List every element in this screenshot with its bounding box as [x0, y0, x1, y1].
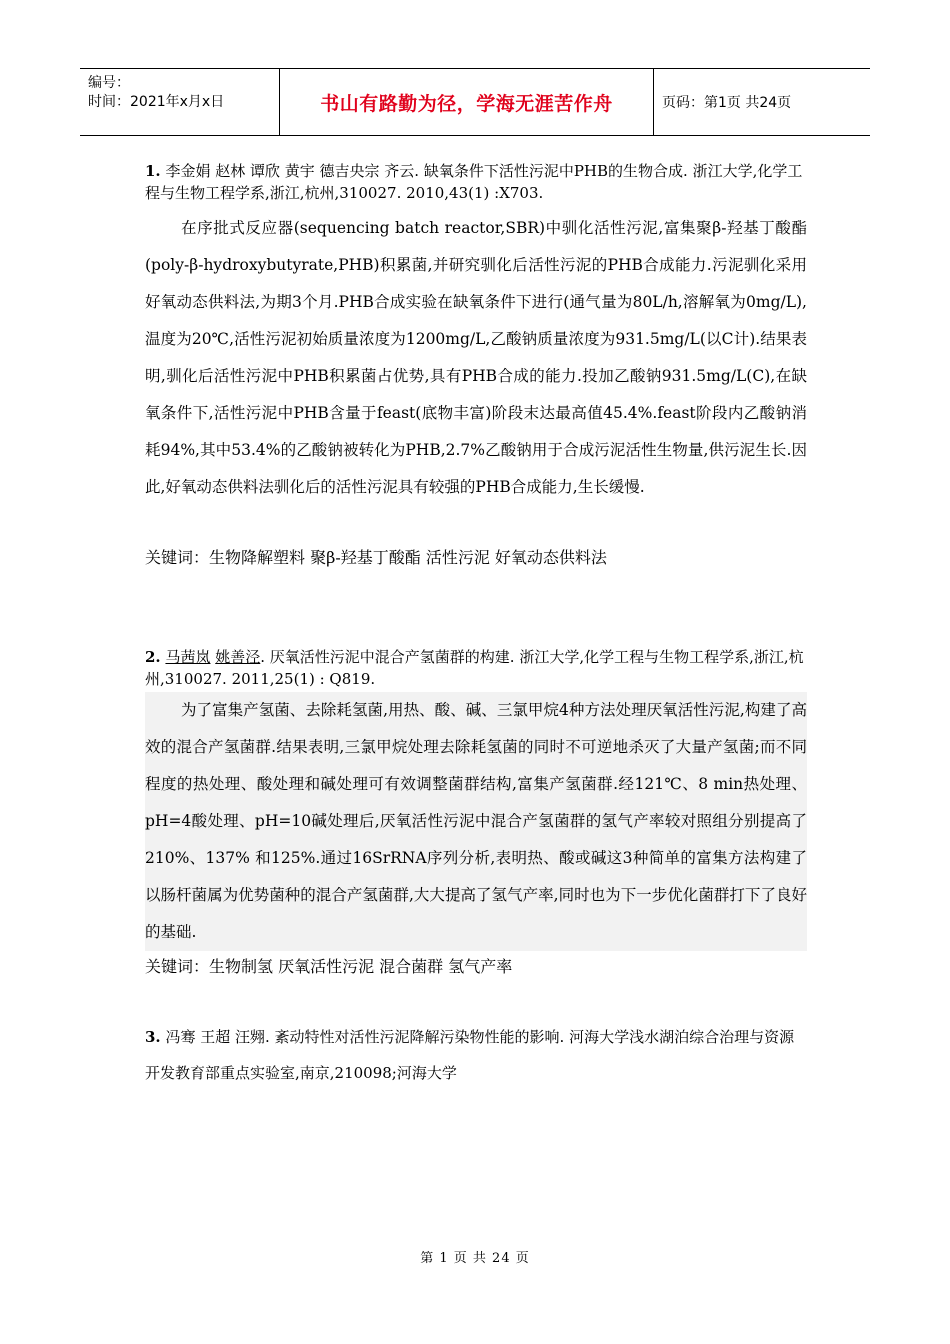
entry-1-citation — [145, 160, 807, 204]
header-meta — [80, 69, 280, 135]
entry-1 — [145, 160, 807, 570]
entry-2-author-2: 姚善泾 — [215, 648, 261, 666]
entry-2-number: 2. — [145, 648, 161, 666]
header-motto-cell — [280, 69, 654, 135]
entry-1-keywords: 关键词：生物降解塑料 聚β-羟基丁酸酯 活性污泥 好氧动态供料法 — [145, 548, 607, 567]
motto: 书山有路勤为径，学海无涯苦作舟 — [320, 92, 613, 115]
document-body — [145, 160, 807, 1091]
page-footer: 第 1 页 共 24 页 — [420, 1251, 530, 1266]
entry-1-abstract: 在序批式反应器(sequencing batch reactor,SBR)中驯化活性污泥,富集聚β-羟基丁酸酯(poly-β-hydroxybutyrate,PHB)积累菌,并研究驯化后活性污泥的PHB合成能力.污泥驯化采用好氧动态供料法,为期3个月.PHB合成实验在缺氧条件下进行(通气量为80L/h,溶解氧为0mg/L),温度为20℃,活性污泥初始质量浓度为1200mg/L,乙酸钠质量浓度为931.5mg/L(以C计).结果表明,驯化后活性污泥中PHB积累菌占优势,具有PHB合成的能力.投加乙酸钠931.5mg/L(C),在缺氧条件下,活性污泥中PHB含量于feast(底物丰富)阶段末达最高值45.4%.feast阶段内乙酸钠消耗94%,其中53.4%的乙酸钠被转化为PHB,2.7%乙酸钠用于合成污泥活性生物量,供污泥生长.因此,好氧动态供料法驯化后的活性污泥具有较强的PHB合成能力,生长缓慢. — [145, 219, 807, 496]
date-label: 时间：2021年x月x日 — [88, 94, 225, 110]
entry-3-citation — [145, 1019, 807, 1091]
page-info: 页码：第1页 共24页 — [662, 95, 792, 111]
entry-2-citation-text: . 厌氧活性污泥中混合产氢菌群的构建. 浙江大学,化学工程与生物工程学系,浙江,杭州,310027. 2011,25(1) : Q819. — [145, 648, 804, 688]
serial-label: 编号： — [88, 75, 130, 91]
entry-3-number: 3. — [145, 1028, 161, 1046]
header-page-info — [654, 69, 870, 135]
entry-2 — [145, 646, 807, 979]
entry-2-author-1: 马茜岚 — [165, 648, 211, 666]
entry-3 — [145, 1019, 807, 1091]
entry-2-citation — [145, 646, 807, 690]
entry-2-abstract: 为了富集产氢菌、去除耗氢菌,用热、酸、碱、三氯甲烷4种方法处理厌氧活性污泥,构建了高效的混合产氢菌群.结果表明,三氯甲烷处理去除耗氢菌的同时不可逆地杀灭了大量产氢菌;而不同程度的热处理、酸处理和碱处理可有效调整菌群结构,富集产氢菌群.经121℃、8 min热处理、pH=4酸处理、pH=10碱处理后,厌氧活性污泥中混合产氢菌群的氢气产率较对照组分别提高了210%、137% 和125%.通过16SrRNA序列分析,表明热、酸或碱这3种简单的富集方法构建了以肠杆菌属为优势菌种的混合产氢菌群,大大提高了氢气产率,同时也为下一步优化菌群打下了良好的基础. — [145, 692, 807, 951]
page-header — [80, 68, 870, 136]
entry-1-number: 1. — [145, 162, 161, 180]
entry-2-keywords: 关键词：生物制氢 厌氧活性污泥 混合菌群 氢气产率 — [145, 957, 513, 976]
entry-1-citation-text: 李金娟 赵林 谭欣 黄宇 德吉央宗 齐云. 缺氧条件下活性污泥中PHB的生物合成. 浙江大学,化学工程与生物工程学系,浙江,杭州,310027. 2010,43(1) :X703. — [145, 162, 803, 202]
entry-3-citation-text: 冯骞 王超 汪翙. 紊动特性对活性污泥降解污染物性能的影响. 河海大学浅水湖泊综合治理与资源开发教育部重点实验室,南京,210098;河海大学 — [145, 1028, 795, 1082]
